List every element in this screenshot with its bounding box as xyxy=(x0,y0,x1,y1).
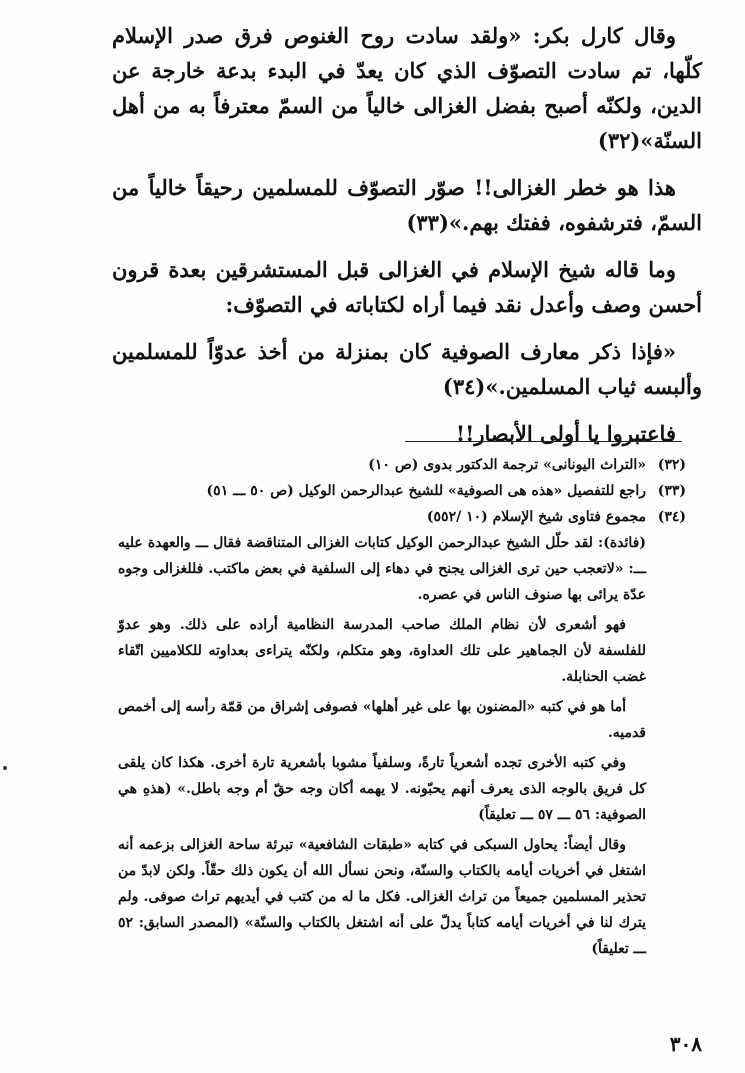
paragraph-karl-becker-quote: وقال كارل بكر: «ولقد سادت روح الغنوص فرق صدر الإسلام كلّها، تم سادت التصوّف الذي كان يعدّ في البدء بدعة خارجة عن الدين، ولكنّه أصبح بفضل الغزالى خالياً من السمّ معترفاً به من أهل السنّة»(٣٢) xyxy=(112,23,702,153)
footnote-text: «التراث اليونانى» ترجمة الدكتور بدوى (ص ١٠) xyxy=(368,457,646,473)
paragraph-closing-exhortation: فاعتبروا يا أولى الأبصار!! xyxy=(455,421,676,446)
footnote-number: (٣٤) xyxy=(657,509,686,525)
paragraph-ibn-taymiyyah-quote: «فإذا ذكر معارف الصوفية كان بمنزلة من أخذ عدوّاً للمسلمين وألبسه ثياب المسلمين.»(٣٤) xyxy=(112,339,702,399)
footnote-text: مجموع فتاوى شيخ الإسلام (١٠ /٥٥٢) xyxy=(426,509,646,525)
page-number: ٣٠٨ xyxy=(669,1032,702,1056)
paragraph-ghazali-danger: هذا هو خطر الغزالى!! صوّر التصوّف للمسلمين رحيقاً خالياً من السمّ، فترشفوه، ففتك بهم.»(٣٣) xyxy=(112,175,702,235)
scan-speck xyxy=(3,766,7,770)
footnotes-section xyxy=(118,452,686,962)
note-other-books: وفي كتبه الأخرى تجده أشعرياً تارةً، وسلفياً مشوبا بأشعرية تارة أخرى. هكذا كان يلقى كل فريق بالوجه الذى يعرف أنهم يحبّونه. لا يهمه أكان وجه حقّ أم وجه باطل.» (هذهِ هي الصوفية: ٥٦ ـــ ٥٧ ـــ تعليقاً) xyxy=(118,755,646,823)
footnote-32 xyxy=(118,452,686,478)
note-ashari: فهو أشعرى لأن نظام الملك صاحب المدرسة النظامية أراده على ذلك. وهو عدوّ للفلسفة لأن الجماهير على تلك العداوة، وهو متكلم، ولكنّه يتراءى بعداوته للكلاميين اتّقاء غضب الحنابلة. xyxy=(118,617,646,685)
note-madnun: أما هو في كتبه «المضنون بها على غير أهلها» فصوفى إشراق من قمّة رأسه إلى أخمص قدميه. xyxy=(118,699,646,741)
footnote-separator xyxy=(405,441,682,442)
footnote-number: (٣٢) xyxy=(657,457,686,473)
footnote-34 xyxy=(118,504,686,530)
note-fayda: (فائدة): لقد حلّل الشيخ عبدالرحمن الوكيل كتابات الغزالى المتناقضة فقال ـــ والعهدة عليه ـــ: «لاتعجب حين ترى الغزالى يجنح في دهاء إلى السلفية في بعض ماكتب. فللغزالى وجوه عدّة يرائى بها صنوف الناس في عصره. xyxy=(118,535,646,603)
footnote-number: (٣٣) xyxy=(657,483,686,499)
footnote-33 xyxy=(118,478,686,504)
main-text xyxy=(112,18,702,463)
note-subki: وقال أيضاً: يحاول السبكى في كتابه «طبقات الشافعية» تبرئة ساحة الغزالى بزعمه أنه اشتغل في أخريات أيامه بالكتاب والسنّة، ونحن نسأل الله أن يكون ذلك حقّاً. ولكن لابدّ من تحذير المسلمين جميعاً من تراث الغزالى. فكل ما له من كتب في أيديهم تراث صوفى. ولم يترك لنا في أخريات أيامه كتاباً يدلّ على أنه اشتغل بالكتاب والسنّة» (المصدر السابق: ٥٢ ـــ تعليقاً) xyxy=(118,837,646,957)
footnote-text: راجع للتفصيل «هذه هى الصوفية» للشيخ عبدالرحمن الوكيل (ص ٥٠ ـــ ٥١) xyxy=(206,483,646,499)
paragraph-shaykh-al-islam: وما قاله شيخ الإسلام في الغزالى قبل المستشرقين بعدة قرون أحسن وصف وأعدل نقد فيما أراه لكتاباته في التصوّف: xyxy=(112,257,702,317)
